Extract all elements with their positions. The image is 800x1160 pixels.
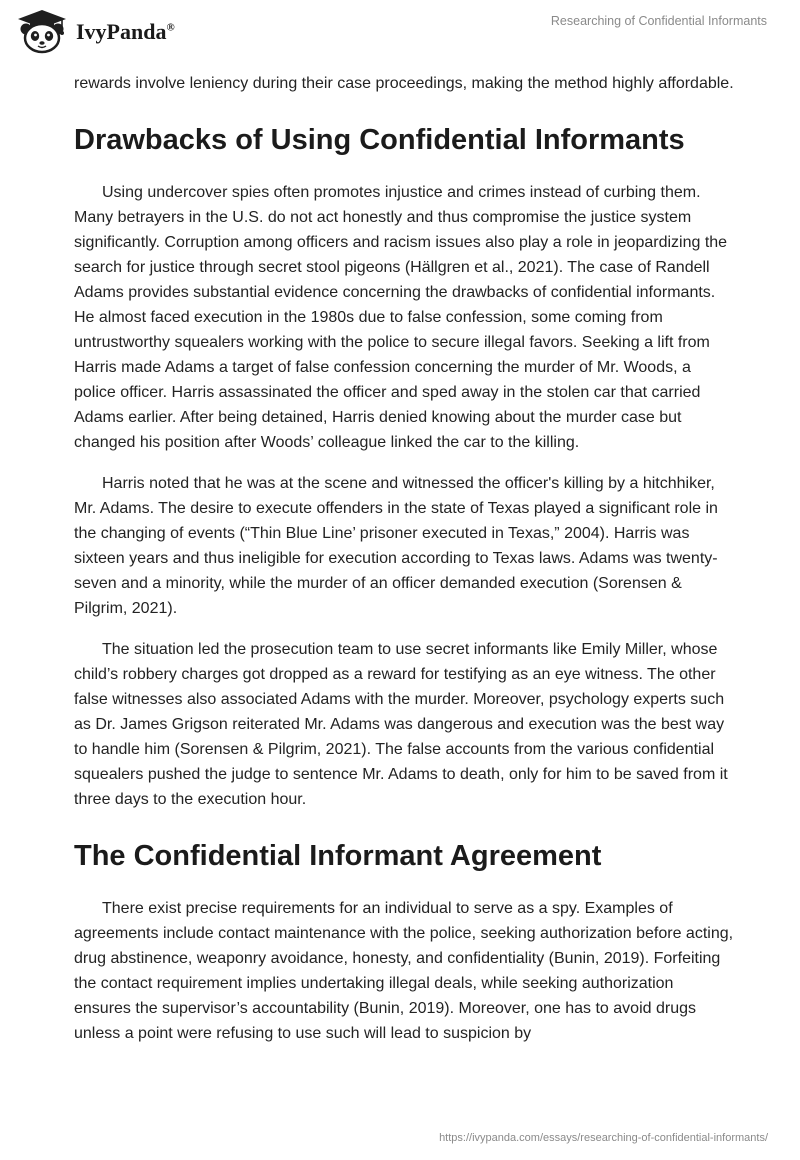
paragraph: There exist precise requirements for an individual to serve as a spy. Examples of agreements include contact maintenance with the police, seeking authorization before acting, drug abstinence, weaponry avoidance, honesty, and confidentiality (Bunin, 2019). Forfeiting the contact requirement implies undertaking illegal deals, while seeking authorization ensures the supervisor’s accountability (Bunin, 2019). Moreover, one has to avoid drugs unless a point were refusing to use such will lead to suspicion by: [74, 900, 734, 1042]
registered-mark: ®: [166, 21, 175, 34]
article-body: [74, 71, 734, 1046]
paragraph: Using undercover spies often promotes injustice and crimes instead of curbing them. Many betrayers in the U.S. do not act honestly and thus compromise the justice system significantly. Corruption among officers and racism issues also play a role in jeopardizing the search for justice through secret stool pigeons (Hällgren et al., 2021). The case of Randell Adams provides substantial evidence concerning the drawbacks of confidential informants. He almost faced execution in the 1980s due to false confession, some coming from untrustworthy squealers working with the police to secure illegal favors. Seeking a lift from Harris made Adams a target of false confession concerning the murder of Mr. Woods, a police officer. Harris assassinated the officer and sped away in the stolen car that carried Adams earlier. After being detained, Harris denied knowing about the murder case but changed his position after Woods’ colleague linked the car to the killing.: [74, 184, 728, 451]
source-url[interactable]: https://ivypanda.com/essays/researching-of-confidential-informants/: [439, 1132, 768, 1144]
intro-paragraph: rewards involve leniency during their case proceedings, making the method highly affordable.: [74, 75, 734, 92]
document-title: Researching of Confidential Informants: [550, 14, 767, 28]
paragraph: Harris noted that he was at the scene and witnessed the officer's killing by a hitchhiker, Mr. Adams. The desire to execute offenders in the state of Texas played a significant role in the changing of events (“Thin Blue Line’ prisoner executed in Texas,” 2004). Harris was sixteen years and thus ineligible for execution according to Texas laws. Adams was twenty-seven and a minority, while the murder of an officer demanded execution (Sorensen & Pilgrim, 2021).: [74, 475, 718, 617]
page-header: [0, 0, 800, 64]
brand-text: IvyPanda: [76, 19, 167, 44]
section-heading-drawbacks: Drawbacks of Using Confidential Informants: [74, 124, 685, 156]
ivypanda-logo[interactable]: [14, 8, 175, 54]
paragraph: The situation led the prosecution team to use secret informants like Emily Miller, whose child’s robbery charges got dropped as a reward for testifying as an eye witness. The other false witnesses also associated Adams with the murder. Moreover, psychology experts such as Dr. James Grigson reiterated Mr. Adams was dangerous and execution was the best way to handle him (Sorensen & Pilgrim, 2021). The false accounts from the various confidential squealers pushed the judge to sentence Mr. Adams to death, only for him to be saved from it three days to the execution hour.: [74, 641, 728, 808]
brand-name: [76, 19, 175, 45]
section-heading-agreement: The Confidential Informant Agreement: [74, 840, 602, 872]
panda-graduate-icon: [14, 8, 70, 54]
